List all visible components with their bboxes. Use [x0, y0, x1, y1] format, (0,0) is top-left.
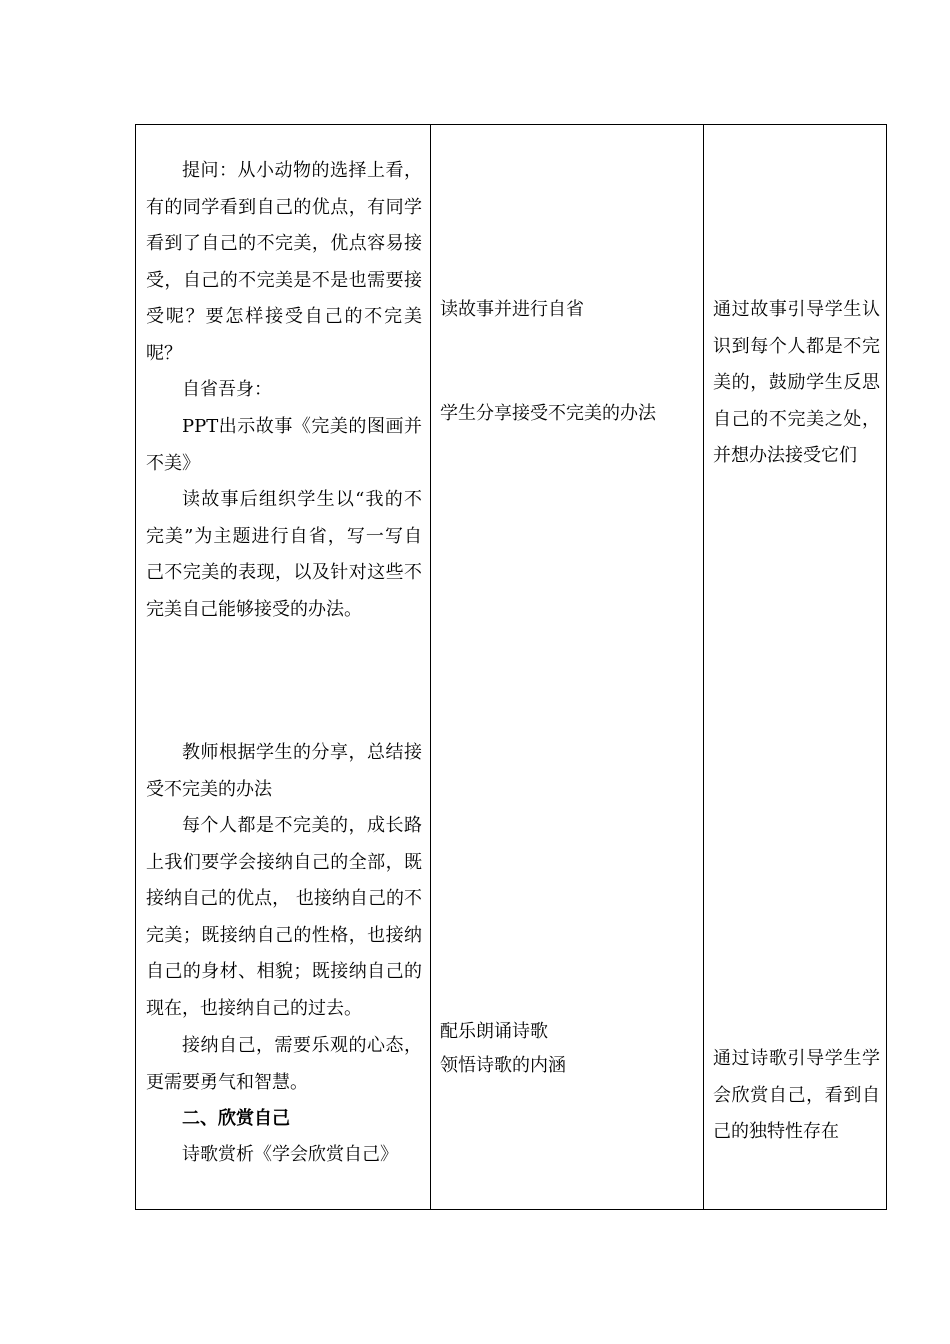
design-intent-paragraph: 通过诗歌引导学生学会欣赏自己，看到自己的独特性存在: [713, 1048, 880, 1142]
lesson-plan-table: [135, 124, 887, 1210]
design-intent-paragraph: 通过故事引导学生认识到每个人都是不完美的，鼓励学生反思自己的不完美之处，并想办法接受它们: [713, 299, 880, 466]
design-intent-column: [703, 125, 887, 1209]
student-activity-item: 配乐朗诵诗歌: [440, 1021, 548, 1042]
section-heading: 二、欣赏自己: [182, 1108, 290, 1129]
question-paragraph: 提问：从小动物的选择上看，有的同学看到自己的优点，有同学看到了自己的不完美，优点容易接受，自己的不完美是不是也需要接受呢？要怎样接受自己的不完美呢？: [146, 160, 422, 364]
summary-paragraph: 教师根据学生的分享，总结接受不完美的办法: [146, 742, 422, 800]
teacher-activity-column: [136, 125, 430, 1209]
student-activity-column: [430, 125, 703, 1209]
ppt-story-paragraph: PPT出示故事《完美的图画并不美》: [146, 416, 422, 474]
attitude-paragraph: 接纳自己，需要乐观的心态，更需要勇气和智慧。: [146, 1035, 422, 1093]
acceptance-paragraph: 每个人都是不完美的，成长路上我们要学会接纳自己的全部，既接纳自己的优点， 也接纳自己的不完美；既接纳自己的性格，也接纳自己的身材、相貌；既接纳自己的现在，也接纳自己的过去。: [146, 815, 422, 1019]
self-reflection-label: 自省吾身：: [182, 379, 272, 400]
poem-paragraph: 诗歌赏析《学会欣赏自己》: [182, 1144, 398, 1165]
student-activity-item: 学生分享接受不完美的办法: [440, 403, 656, 424]
student-activity-item: 领悟诗歌的内涵: [440, 1055, 566, 1076]
student-activity-item: 读故事并进行自省: [440, 299, 584, 320]
reading-task-paragraph: 读故事后组织学生以“我的不完美”为主题进行自省，写一写自己不完美的表现，以及针对这些不完美自己能够接受的办法。: [146, 489, 422, 620]
